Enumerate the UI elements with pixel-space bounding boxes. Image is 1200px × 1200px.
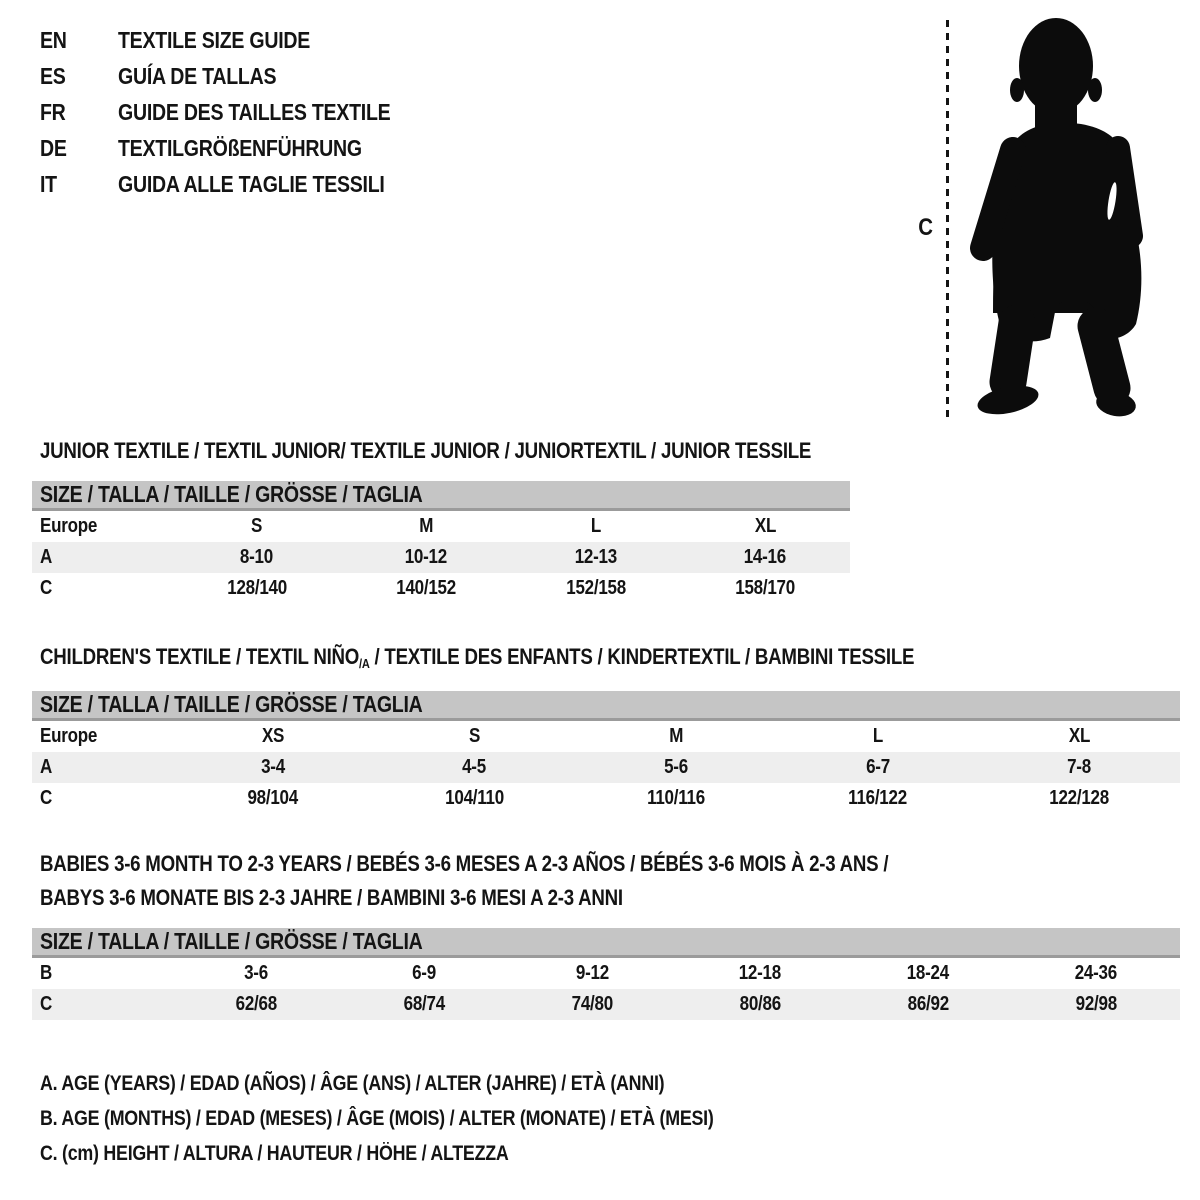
table-cell: 8-10 — [240, 546, 274, 568]
footnote-b: B. AGE (MONTHS) / EDAD (MESES) / ÂGE (MOIS) / ALTER (MONATE) / ETÀ (MESI) — [40, 1106, 714, 1130]
language-list — [40, 22, 439, 202]
table-cell: 6-7 — [865, 756, 890, 778]
table-cell: 80/86 — [739, 993, 781, 1015]
children-section-title: CHILDREN'S TEXTILE / TEXTIL $NIÑO_{/A}$ / TEXTILE DES ENFANTS / KINDERTEXTIL / BAMBINI TESSILE — [40, 644, 915, 671]
babies-section-title-line2: BABYS 3-6 MONATE BIS 2-3 JAHRE / BAMBINI 3-6 MESI A 2-3 ANNI — [40, 885, 623, 910]
babies-section-title-line1: BABIES 3-6 MONTH TO 2-3 YEARS / BEBÉS 3-6 MESES A 2-3 AÑOS / BÉBÉS 3-6 MOIS À 2-3 ANS / — [40, 851, 889, 876]
junior-section-title: JUNIOR TEXTILE / TEXTIL JUNIOR/ TEXTILE JUNIOR / JUNIORTEXTIL / JUNIOR TESSILE — [40, 438, 812, 463]
junior-size-table — [32, 481, 850, 604]
table-cell: 24-36 — [1074, 962, 1118, 984]
table-cell: 104/110 — [445, 787, 504, 809]
table-cell: S — [251, 515, 263, 537]
table-row-c — [32, 989, 1180, 1020]
table-cell: M — [669, 725, 683, 747]
language-row — [40, 130, 439, 166]
row-label: A — [40, 546, 53, 568]
table-cell: L — [872, 725, 883, 747]
language-code: DE — [40, 134, 67, 161]
language-title: TEXTILE SIZE GUIDE — [118, 26, 311, 53]
table-cell: M — [419, 515, 434, 537]
table-cell: 122/128 — [1049, 787, 1110, 809]
table-cell: 86/92 — [907, 993, 949, 1015]
table-cell: 9-12 — [575, 962, 609, 984]
language-row — [40, 166, 439, 202]
table-cell: 158/170 — [735, 577, 796, 599]
footnotes — [40, 1066, 832, 1171]
table-row-europe — [32, 511, 850, 542]
language-title: GUIDE DES TAILLES TEXTILE — [118, 98, 391, 125]
table-cell: 18-24 — [906, 962, 950, 984]
table-cell: 116/122 — [848, 787, 907, 809]
footnote-c: C. (cm) HEIGHT / ALTURA / HAUTEUR / HÖHE / ALTEZZA — [40, 1141, 509, 1165]
language-code: IT — [40, 170, 57, 197]
table-cell: 128/140 — [226, 577, 287, 599]
table-cell: XL — [754, 515, 776, 537]
table-cell: XS — [261, 725, 284, 747]
table-cell: 92/98 — [1075, 993, 1117, 1015]
height-figure — [900, 8, 1200, 432]
babies-size-table — [32, 928, 1180, 1020]
table-cell: 140/152 — [396, 577, 457, 599]
table-row-a — [32, 542, 850, 573]
size-table-header: SIZE / TALLA / TAILLE / GRÖSSE / TAGLIA — [32, 928, 1180, 958]
table-cell: 152/158 — [565, 577, 626, 599]
table-cell: 4-5 — [462, 756, 487, 778]
row-label: C — [40, 993, 53, 1015]
language-title: GUÍA DE TALLAS — [118, 62, 277, 89]
row-label: B — [40, 962, 53, 984]
language-code: EN — [40, 26, 67, 53]
row-label: C — [40, 787, 53, 809]
table-cell: 14-16 — [744, 546, 787, 568]
table-cell: 6-9 — [412, 962, 436, 984]
table-cell: 68/74 — [403, 993, 445, 1015]
table-cell: S — [468, 725, 480, 747]
table-cell: 7-8 — [1067, 756, 1092, 778]
table-row-europe — [32, 721, 1180, 752]
height-dashed-line — [946, 20, 949, 418]
language-code: FR — [40, 98, 66, 125]
nino-a-subscript: /A — [359, 656, 370, 671]
table-cell: 3-4 — [260, 756, 285, 778]
table-row-c — [32, 573, 850, 604]
row-label: Europe — [40, 725, 98, 747]
language-title: GUIDA ALLE TAGLIE TESSILI — [118, 170, 385, 197]
baby-silhouette-icon — [960, 8, 1200, 428]
table-cell: L — [590, 515, 601, 537]
table-row-c — [32, 783, 1180, 814]
row-label: Europe — [40, 515, 98, 537]
size-table-header: SIZE / TALLA / TAILLE / GRÖSSE / TAGLIA — [32, 481, 850, 511]
language-row — [40, 94, 439, 130]
table-cell: XL — [1068, 725, 1090, 747]
footnote-a: A. AGE (YEARS) / EDAD (AÑOS) / ÂGE (ANS) / ALTER (JAHRE) / ETÀ (ANNI) — [40, 1071, 665, 1095]
table-row-a — [32, 752, 1180, 783]
table-cell: 10-12 — [405, 546, 448, 568]
row-label: A — [40, 756, 53, 778]
table-cell: 12-18 — [738, 962, 782, 984]
table-cell: 62/68 — [235, 993, 277, 1015]
table-cell: 5-6 — [664, 756, 688, 778]
children-size-table — [32, 691, 1180, 814]
language-row — [40, 22, 439, 58]
table-cell: 74/80 — [571, 993, 613, 1015]
table-cell: 98/104 — [247, 787, 299, 809]
table-cell: 3-6 — [244, 962, 268, 984]
table-cell: 110/116 — [647, 787, 705, 809]
figure-measure-label: C — [918, 214, 934, 241]
language-code: ES — [40, 62, 66, 89]
table-cell: 12-13 — [574, 546, 617, 568]
language-title: TEXTILGRÖßENFÜHRUNG — [118, 134, 362, 161]
language-row — [40, 58, 439, 94]
table-row-b — [32, 958, 1180, 989]
size-table-header: SIZE / TALLA / TAILLE / GRÖSSE / TAGLIA — [32, 691, 1180, 721]
row-label: C — [40, 577, 53, 599]
